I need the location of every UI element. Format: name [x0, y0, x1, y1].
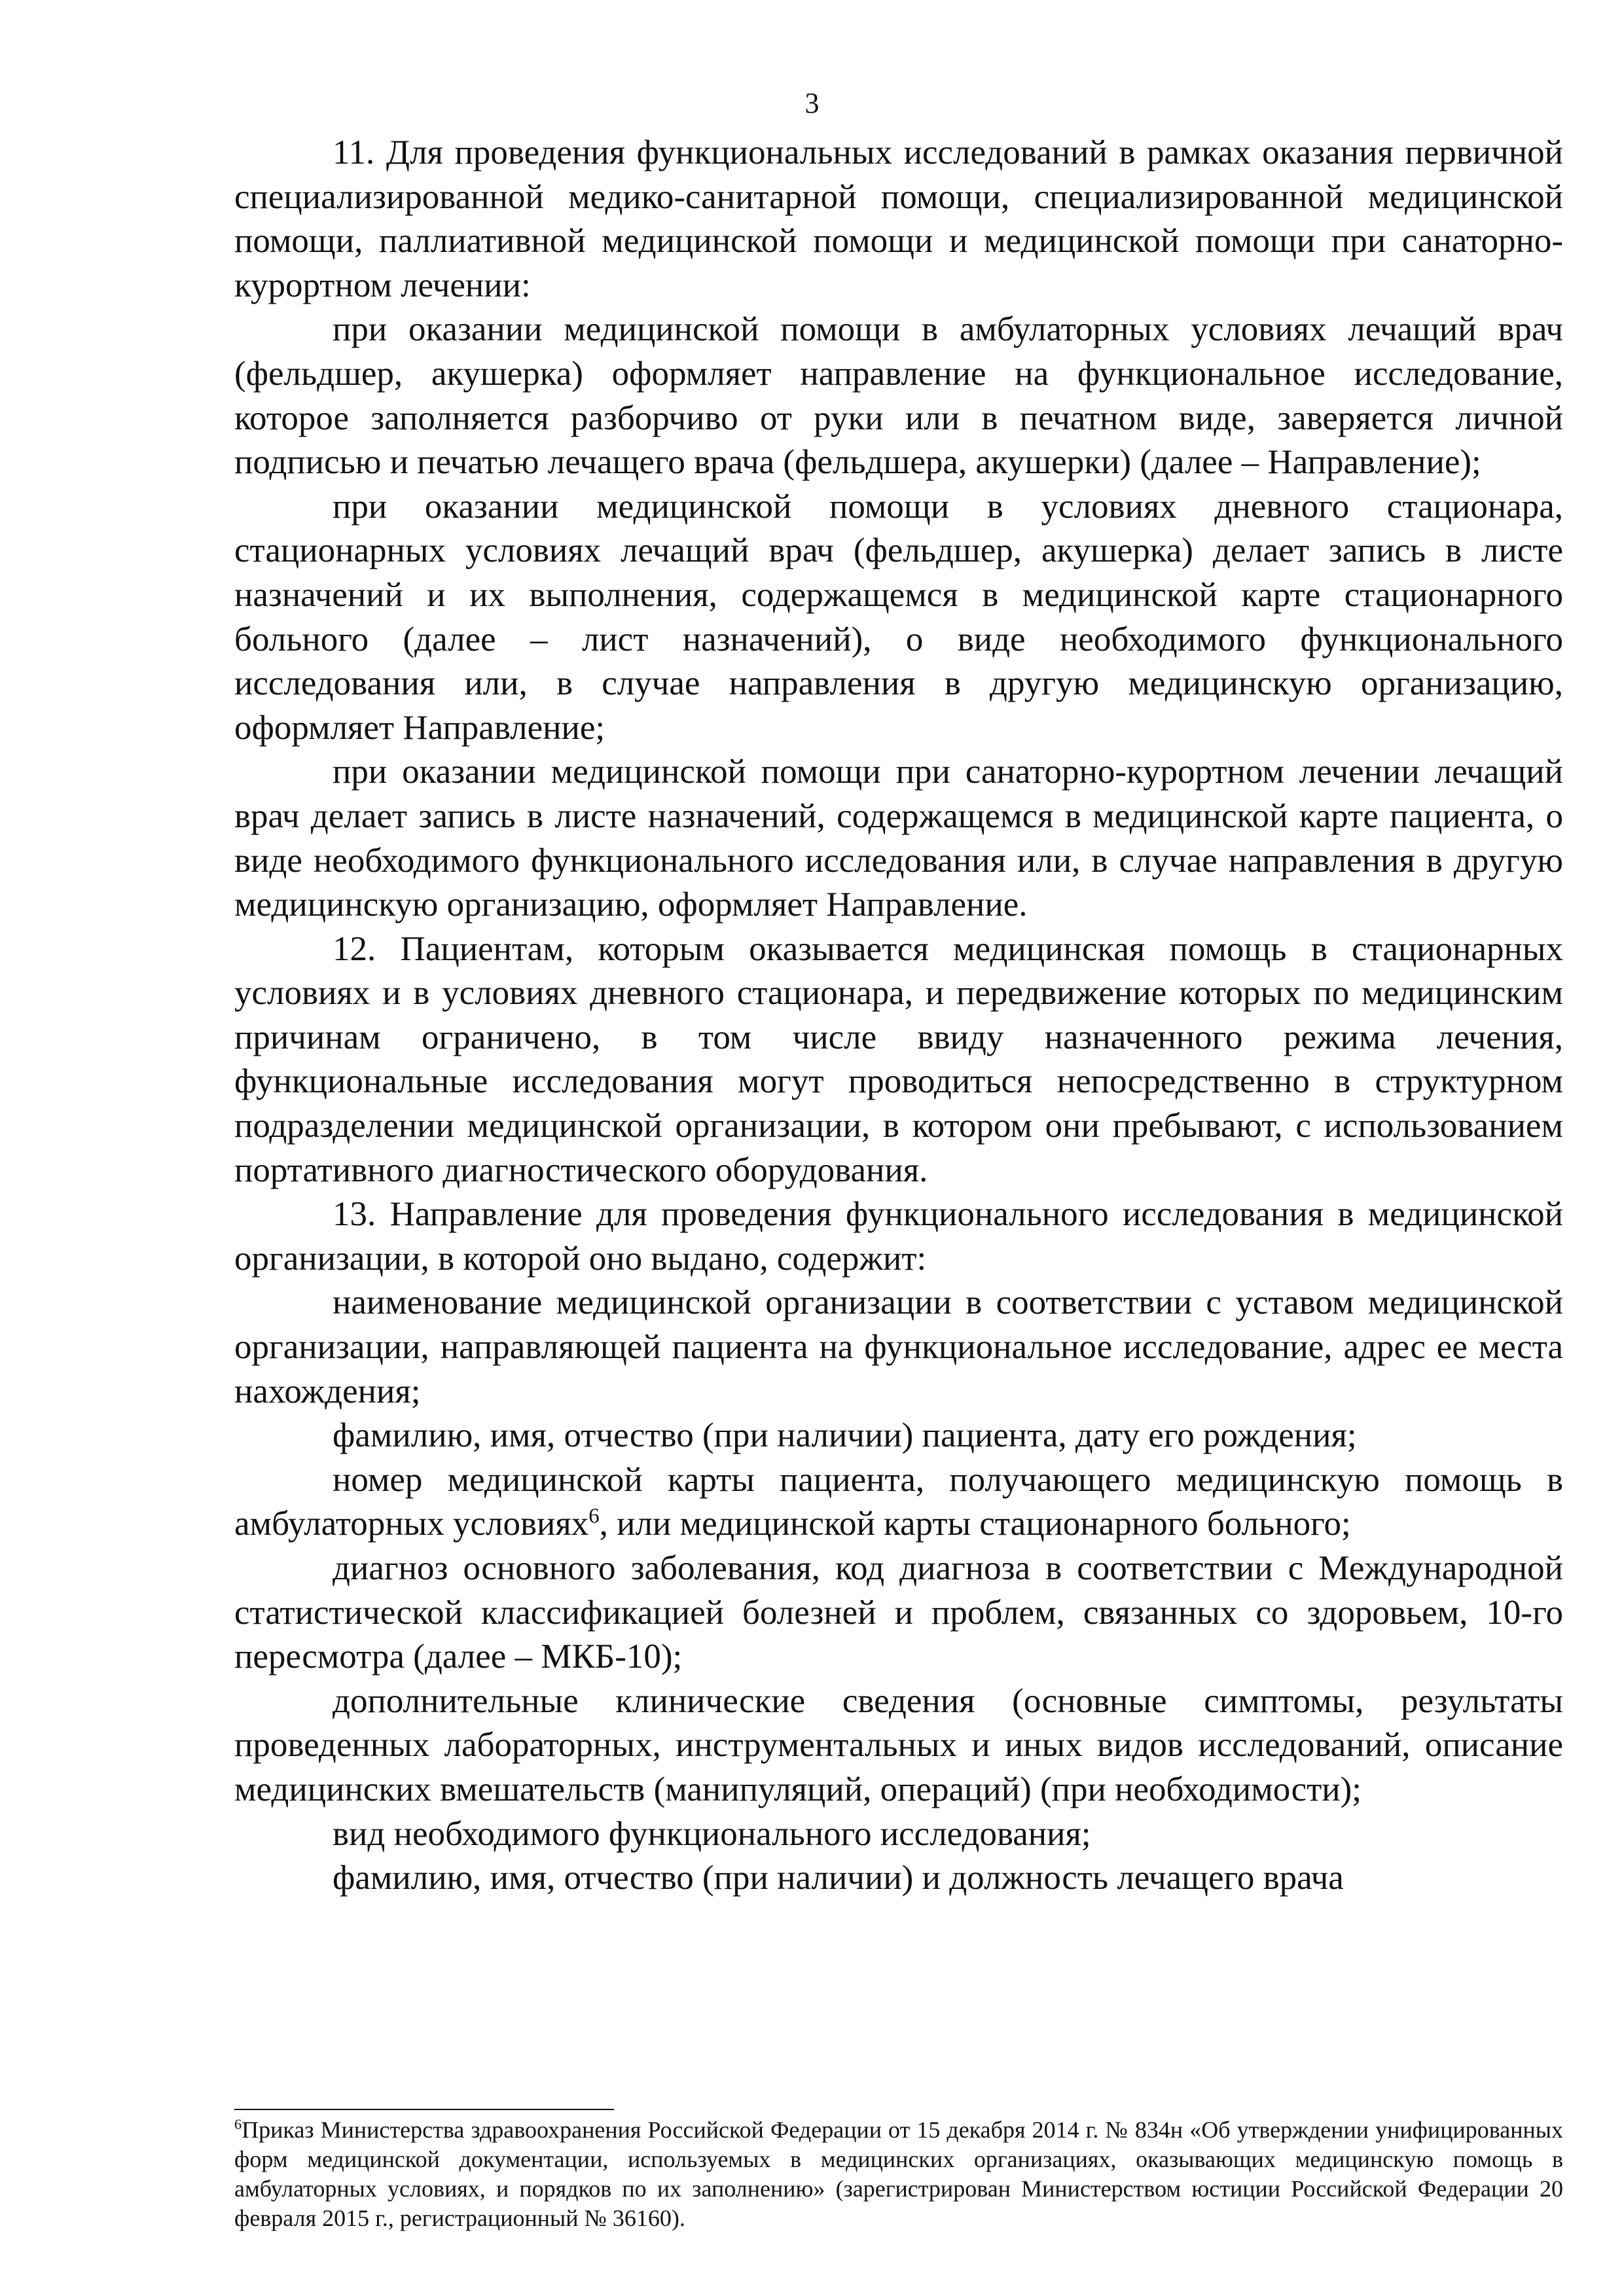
list-item-organization-name: наименование медицинской организации в соответствии с уставом медицинской организации, направляющей пациента на функциональное исследование, адрес ее места нахождения; [234, 1283, 1563, 1410]
medical-card-text-after: , или медицинской карты стационарного больного; [599, 1505, 1351, 1543]
paragraph-11: 11. Для проведения функциональных исследований в рамках оказания первичной специализированной медико-санитарной помощи, специализированной медицинской помощи, паллиативной медицинской помощи и медицинской помощи при санаторно-курортном лечении: [234, 134, 1563, 304]
footnote [234, 2115, 1563, 2233]
footnote-reference-mark: 6 [588, 1504, 600, 1528]
footnote-text: Приказ Министерства здравоохранения Российской Федерации от 15 декабря 2014 г. № 834н «Об утверждении унифицированных форм медицинской документации, используемых в медицинских организациях, оказывающих медицинскую помощь в амбулаторных условиях, и порядков по их заполнению» (зарегистрирован Министерством юстиции Российской Федерации 20 февраля 2015 г., регистрационный № 36160). [234, 2117, 1563, 2231]
list-item-clinical-info: дополнительные клинические сведения (основные симптомы, результаты проведенных лабораторных, инструментальных и иных видов исследований, описание медицинских вмешательств (манипуляций, операций) (при необходимости); [234, 1681, 1563, 1808]
footnote-divider [234, 2109, 614, 2110]
page-number: 3 [804, 87, 820, 119]
list-item-examination-type: вид необходимого функционального исследования; [333, 1814, 1091, 1853]
paragraph-ambulatory: при оказании медицинской помощи в амбулаторных условиях лечащий врач (фельдшер, акушерка) оформляет направление на функциональное исследование, которое заполняется разборчиво от руки или в печатном виде, заверяется личной подписью и печатью лечащего врача (фельдшера, акушерки) (далее – Направление); [234, 310, 1563, 482]
paragraph-13: 13. Направление для проведения функционального исследования в медицинской организации, в которой оно выдано, содержит: [234, 1195, 1563, 1278]
list-item-medical-card-number [234, 1458, 1563, 1547]
paragraph-sanatorium: при оказании медицинской помощи при санаторно-курортном лечении лечащий врач делает запись в листе назначений, содержащемся в медицинской карте пациента, о виде необходимого функционального исследования или, в случае направления в другую медицинскую организацию, оформляет Направление. [234, 753, 1563, 924]
footnote-mark: 6 [234, 2116, 242, 2132]
paragraph-12: 12. Пациентам, которым оказывается медицинская помощь в стационарных условиях и в условиях дневного стационара, и передвижение которых по медицинским причинам ограничено, в том числе ввиду назначенного режима лечения, функциональные исследования могут проводиться непосредственно в структурном подразделении медицинской организации, в котором они пребывают, с использованием портативного диагностического оборудования. [234, 929, 1563, 1189]
paragraph-day-hospital: при оказании медицинской помощи в условиях дневного стационара, стационарных условиях лечащий врач (фельдшер, акушерка) делает запись в листе назначений и их выполнения, содержащемся в медицинской карте стационарного больного (далее – лист назначений), о виде необходимого функционального исследования или, в случае направления в другую медицинскую организацию, оформляет Направление; [234, 487, 1563, 747]
medical-card-text-before: номер медицинской карты пациента, получающего медицинскую помощь в амбулаторных условиях [234, 1460, 1563, 1543]
list-item-diagnosis: диагноз основного заболевания, код диагноза в соответствии с Международной статистической классификацией болезней и проблем, связанных со здоровьем, 10-го пересмотра (далее – МКБ-10); [234, 1549, 1563, 1676]
list-item-patient-name: фамилию, имя, отчество (при наличии) пациента, дату его рождения; [333, 1416, 1357, 1455]
list-item-doctor-name: фамилию, имя, отчество (при наличии) и должность лечащего врача [333, 1859, 1344, 1897]
document-body [234, 131, 1563, 1901]
